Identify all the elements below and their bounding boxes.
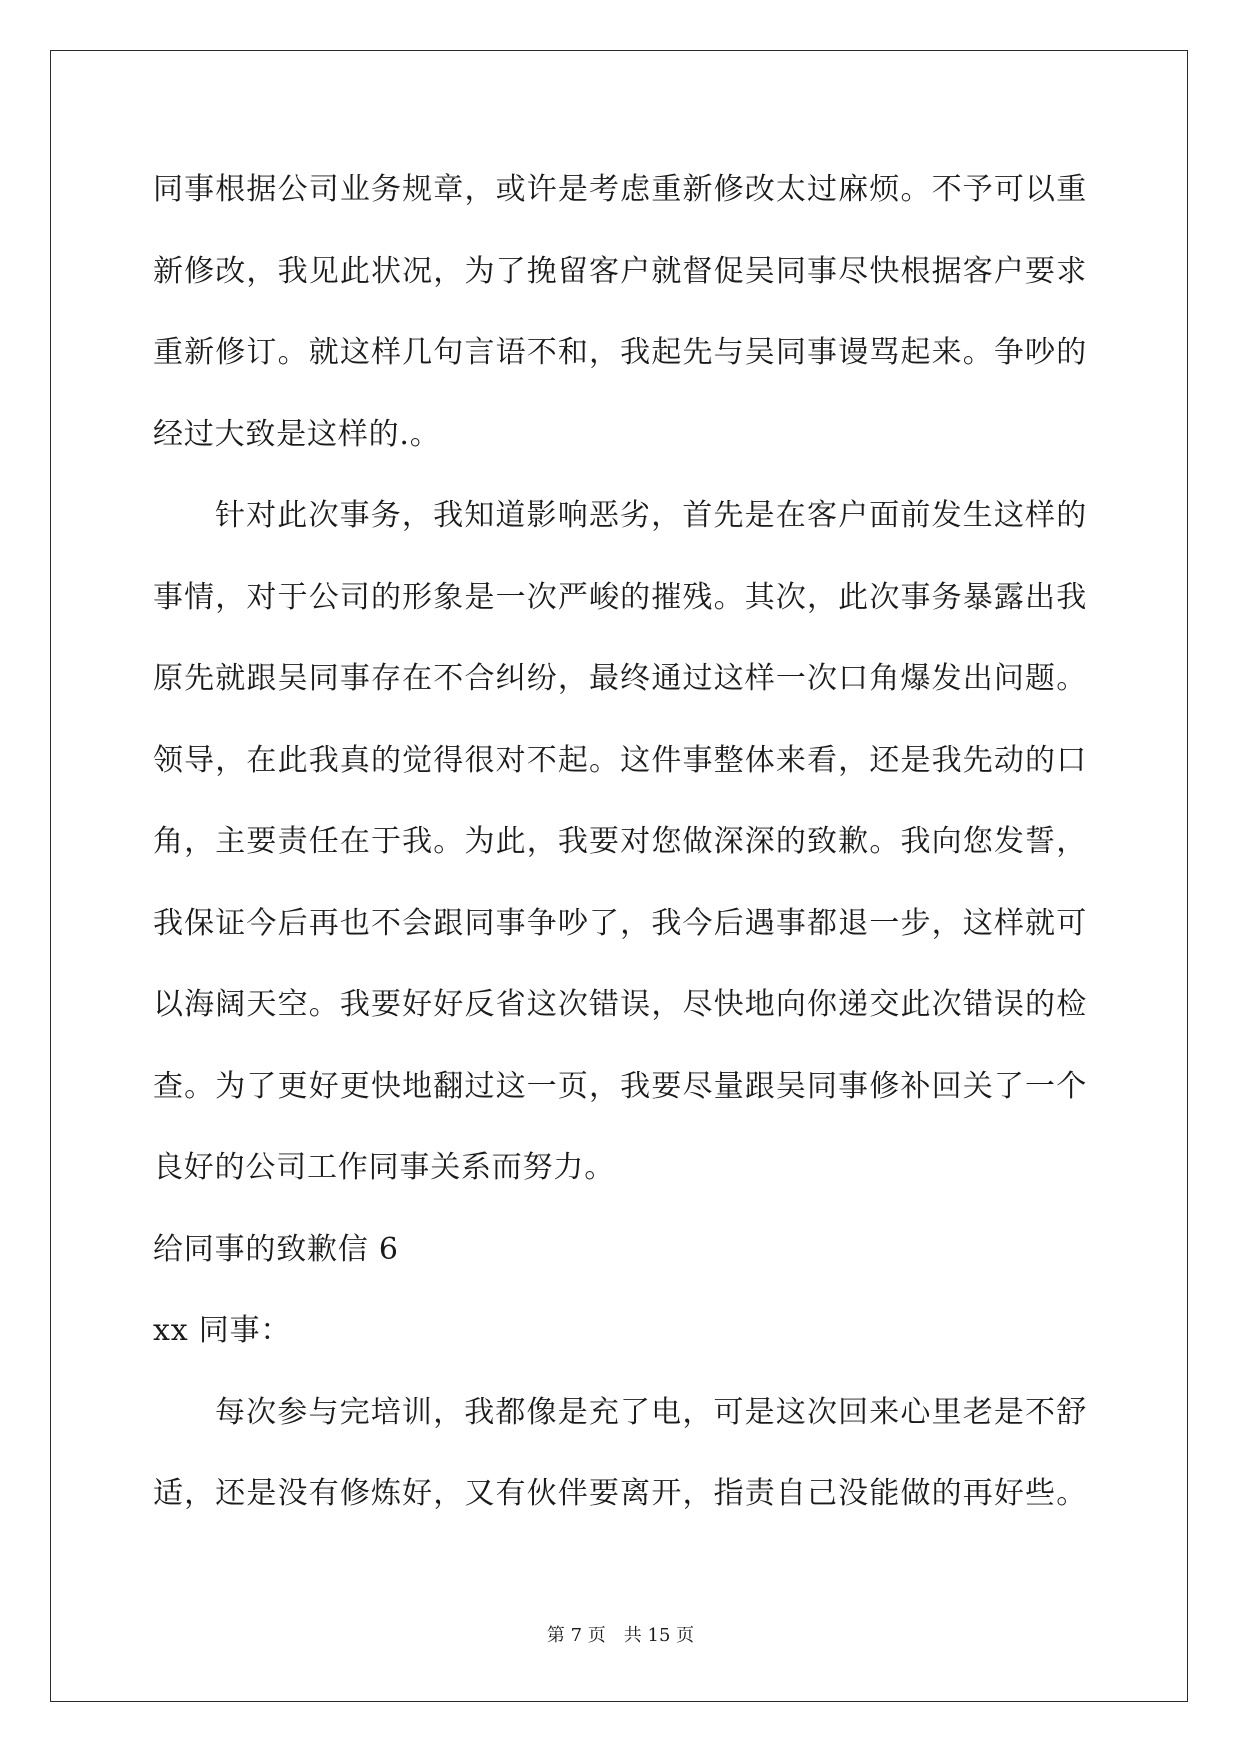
document-body [153,149,1087,1535]
paragraph [153,149,1087,475]
salutation: xx 同事： [153,1313,292,1348]
body-text-line: 以海阔天空。我要好好反省这次错误，尽快地向你递交此次错误的检 [153,987,1087,1022]
paragraph [153,1372,1087,1535]
body-text-line: 每次参与完培训，我都像是充了电，可是这次回来心里老是不舒 [215,1394,1087,1430]
body-text-line: 新修改，我见此状况，为了挽留客户就督促吴同事尽快根据客户要求 [153,253,1087,289]
body-text-line: 重新修订。就这样几句言语不和，我起先与吴同事谩骂起来。争吵的 [153,335,1087,370]
body-text-line: 我保证今后再也不会跟同事争吵了，我今后遇事都退一步，这样就可 [153,905,1087,941]
body-text-line: 经过大致是这样的.。 [153,416,441,452]
body-text-line: 同事根据公司业务规章，或许是考虑重新修改太过麻烦。不予可以重 [153,172,1087,207]
body-text-line: 事情，对于公司的形象是一次严峻的摧残。其次，此次事务暴露出我 [153,579,1087,615]
body-text-line: 查。为了更好更快地翻过这一页，我要尽量跟吴同事修补回关了一个 [153,1068,1087,1104]
page-footer: 第 7 页 共 15 页 [546,1625,695,1646]
body-text-line: 适，还是没有修炼好，又有伙伴要离开，指责自己没能做的再好些。 [153,1476,1087,1511]
body-text-line: 良好的公司工作同事关系而努力。 [153,1150,615,1185]
body-text-line: 领导，在此我真的觉得很对不起。这件事整体来看，还是我先动的口 [153,742,1087,778]
body-text-line: 原先就跟吴同事存在不合纠纷，最终通过这样一次口角爆发出问题。 [153,661,1087,696]
body-text-line: 针对此次事务，我知道影响恶劣，首先是在客户面前发生这样的 [215,498,1087,533]
letter-title: 给同事的致歉信 6 [153,1231,399,1267]
body-text-line: 角，主要责任在于我。为此，我要对您做深深的致歉。我向您发誓， [153,824,1087,859]
paragraph [153,475,1087,1209]
